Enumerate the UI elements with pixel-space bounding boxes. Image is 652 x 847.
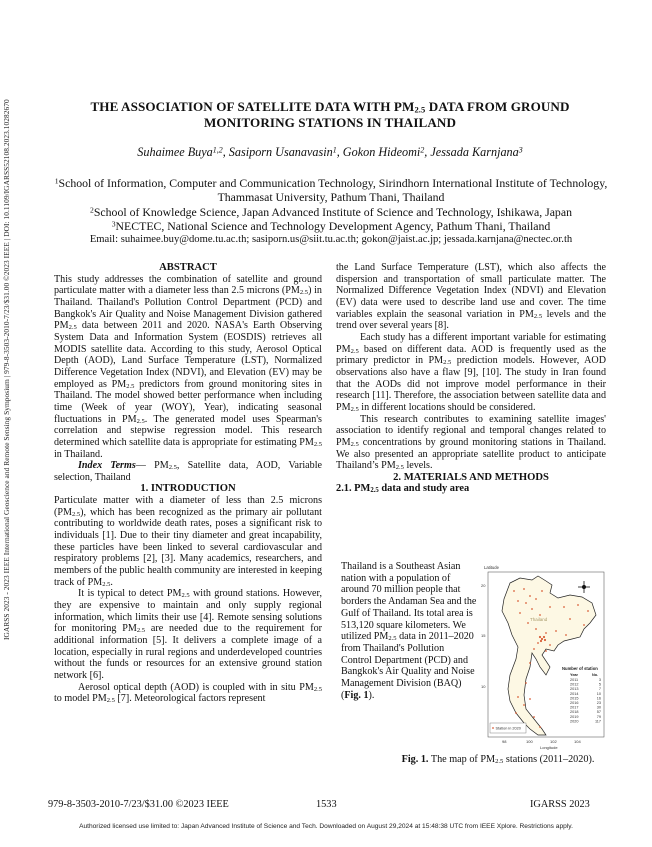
subsection-heading: 2.1. $PM_{2.5}$ data and study area: [336, 483, 470, 495]
body-paragraph: Each study has a different important variable for estimating $PM_{2.5}$ based on different data. AOD is frequently used as the primary predictor in $PM_{2.5}$ prediction models. However, AOD observations also have a flaw [9], [10]. The study in Iran found that the AODs did not improve model performance in their research [11]. Therefore, the association between satellite data and $PM_{2.5}$ in different locations should be considered.: [336, 331, 606, 413]
title-subscript: 2.5: [414, 104, 426, 115]
intro-paragraph-1: Particulate matter with a diameter of less than 2.5 microns $(PM_{2.5})$, which has been recognized as the primary air pollutant contributing to worldwide death rates, poses a significant risk to individuals [1]. Due to their tiny diameter and great incapability, these particles have been linked to several cardiovascular and respiratory problems [2], [3]. Many academics, researchers, and members of the public health community are interested in keeping track of $PM_{2.5}$.: [54, 495, 322, 588]
email-line: Email: suhaimee.buy@dome.tu.ac.th; sasiporn.us@siit.tu.ac.th; gokon@jaist.ac.jp; jessada.karnjana@nectec.or.th: [89, 234, 573, 246]
paper-title: [70, 99, 590, 131]
left-column: [54, 262, 322, 705]
svg-text:2016: 2016: [570, 701, 579, 705]
affil-text: NECTEC, National Science and Technology Development Agency, Pathum Thani, Thailand: [115, 218, 551, 233]
map-xtick: 104: [574, 739, 581, 744]
svg-text:2018: 2018: [570, 710, 579, 715]
station-map-figure: [480, 563, 608, 753]
right-column: [336, 262, 606, 495]
svg-text:3: 3: [598, 678, 601, 682]
affil-number: 2: [90, 205, 94, 215]
station-table-header: No.: [592, 673, 599, 677]
author-name: Suhaimee Buya: [137, 145, 213, 159]
caption-label: Fig. 1.: [401, 754, 429, 765]
footer-isbn: 979-8-3503-2010-7/23/$31.00 ©2023 IEEE: [48, 799, 229, 810]
affil-text: School of Knowledge Science, Japan Advanced Institute of Science and Technology, Ishikawa, Japan: [93, 204, 572, 219]
author-affil-mark: 2: [420, 145, 425, 155]
svg-text:30: 30: [596, 705, 601, 710]
affiliations: [36, 176, 626, 247]
svg-text:79: 79: [596, 714, 601, 719]
svg-text:2020: 2020: [570, 719, 579, 724]
affil-number: 1: [54, 176, 59, 186]
map-ytick: 10: [481, 684, 486, 689]
map-xtick: 98: [502, 739, 507, 744]
figure-reference: Fig. 1: [344, 689, 369, 701]
map-ytick: 15: [481, 633, 486, 638]
introduction-heading: 1. INTRODUCTION: [140, 483, 236, 495]
title-line1-end: DATA FROM GROUND: [425, 99, 570, 114]
body-paragraph: the Land Surface Temperature (LST), which also affects the dispersion and transportation of small particulate matter. The Normalized Difference Vegetation Index (NDVI) and Elevation (EV) data were used to describe land use and cover. The time variables explain the seasonal variation in $PM_{2.5}$ levels and the trend over several years [8].: [336, 262, 606, 332]
intro-paragraph-3: Aerosol optical depth (AOD) is coupled with in situ $PM_{2.5}$ to model $PM_{2.5}$ [7]. Meteorological factors represent: [54, 681, 322, 705]
map-xtick: 102: [550, 739, 557, 744]
svg-text:117: 117: [594, 719, 601, 724]
license-notice: Authorized licensed use limited to: Japan Advanced Institute of Science and Tech. Downloaded on August 29,2024 at 15:48:38 UTC from IEEE Xplore. Restrictions apply.: [79, 823, 573, 830]
svg-text:57: 57: [596, 710, 601, 715]
map-country-label: Thailand: [530, 617, 548, 622]
affiliation: [36, 176, 626, 205]
abstract-body: This study addresses the combination of satellite and ground particulate matter with a diameter less than 2.5 microns $(PM_{2.5})$ in Thailand. Thailand's Pollution Control Department (PCD) and Bangkok's Air Quality and Noise Management Division gathered $PM_{2.5}$ data between 2011 and 2020. NASA's Earth Observing System Data and Information System (EOSDIS) retrieves all MODIS satellite data. According to this study, Aerosol Optical Depth (AOD), Land Surface Temperature (LST), Normalized Difference Vegetation Index (NDVI), and Elevation (EV) may be employed as $PM_{2.5}$ predictors from ground monitoring sites in Thailand. The model showed better performance when including time (Week of year (WOY), Year), indicating seasonal fluctuations in $PM_{2.5}$. The generated model uses Spearman's correlation and stepwise regression model. This research determined which satellite data is appropriate for estimating $PM_{2.5}$ in Thailand.: [54, 273, 322, 460]
body-paragraph: This research contributes to examining satellite images' association to identify regional and temporal changes related to $PM_{2.5}$ concentrations by ground monitoring stations in Thailand. We also presented an appropriate satellite product to anticipate Thailand’s $PM_{2.5}$ levels.: [336, 413, 606, 472]
svg-text:2019: 2019: [570, 714, 579, 719]
figure-caption: Fig. 1. The map of $PM_{2.5}$ stations (2011–2020).: [401, 754, 595, 765]
station-table-title: Number of station: [562, 666, 598, 671]
methods-heading: 2. MATERIALS AND METHODS: [393, 471, 549, 483]
author-name: Sasiporn Usanavasin: [228, 145, 333, 159]
title-line2: MONITORING STATIONS IN THAILAND: [203, 115, 457, 130]
index-terms-label: Index Terms: [78, 460, 136, 472]
svg-text:2017: 2017: [570, 705, 579, 710]
svg-text:7: 7: [598, 687, 601, 692]
svg-text:2012: 2012: [570, 682, 579, 687]
map-ylabel: Latitude: [484, 565, 499, 570]
map-legend-label: Station in 2020: [495, 726, 521, 731]
title-line1: THE ASSOCIATION OF SATELLITE DATA WITH PM: [90, 99, 415, 114]
affiliation: [36, 219, 626, 233]
svg-text:5: 5: [598, 682, 601, 687]
author-name: Jessada Karnjana: [430, 145, 519, 159]
author-affil-mark: 1,2: [212, 145, 223, 155]
author-affil-mark: 3: [518, 145, 523, 155]
svg-text:2015: 2015: [570, 696, 579, 701]
author-list: Suhaimee Buya$^{1,2}$, Sasiporn Usanavasin$^1$, Gokon Hideomi$^2$, Jessada Karnjana$^3$: [137, 145, 523, 159]
svg-text:10: 10: [596, 691, 601, 696]
abstract-heading: ABSTRACT: [159, 262, 217, 273]
map-ytick: 20: [481, 583, 486, 588]
footer-conference: IGARSS 2023: [530, 799, 590, 810]
intro-paragraph-2: It is typical to detect $PM_{2.5}$ with ground stations. However, they are expensive to maintain and only supply regional information, which limits their use [4]. Remote sensing solutions for monitoring $PM_{2.5}$ are needed due to the requirement for additional information [5]. It delivers a complete image of a location, especially in rural regions and underdeveloped countries without the funds or resources for an extensive ground station network [6].: [54, 588, 323, 681]
svg-text:23: 23: [596, 701, 601, 705]
station-table-header: Year: [570, 673, 579, 677]
author-name: Gokon Hideomi: [342, 145, 421, 159]
side-citation-text: IGARSS 2023 - 2023 IEEE International Geoscience and Remote Sensing Symposium | 979-8-3503-2010-7/23/$31.00 ©2023 IEEE | DOI: 10.1109/IGARSS52108.2023.10282670: [2, 99, 11, 640]
page-number: 1533: [316, 799, 337, 810]
affil-number: 3: [111, 219, 116, 229]
affil-text: School of Information, Computer and Communication Technology, Sirindhorn International Institute of Technology, Thammasat University, Pathum Thani, Thailand: [58, 176, 608, 205]
study-area-paragraph: Thailand is a Southeast Asian nation with a population of around 70 million people that borders the Andaman Sea and the Gulf of Thailand. Its total area is 513,120 square kilometers. We utilized $PM_{2.5}$ data in 2011–2020 from Thailand's Pollution Control Department (PCD) and Bangkok's Air Quality and Noise Management Division (BAQ) (Fig. 1).: [341, 561, 477, 701]
map-xlabel: Longitude: [540, 745, 558, 750]
index-terms: Index Terms— $PM_{2.5}$, Satellite data, AOD, Variable selection, Thailand: [54, 460, 322, 483]
svg-text:16: 16: [596, 696, 601, 701]
author-affil-mark: 1: [332, 145, 337, 155]
svg-text:2014: 2014: [570, 691, 579, 696]
svg-text:2011: 2011: [570, 678, 579, 682]
svg-text:2013: 2013: [570, 687, 579, 692]
map-xtick: 100: [526, 739, 533, 744]
affiliation: [36, 205, 626, 219]
